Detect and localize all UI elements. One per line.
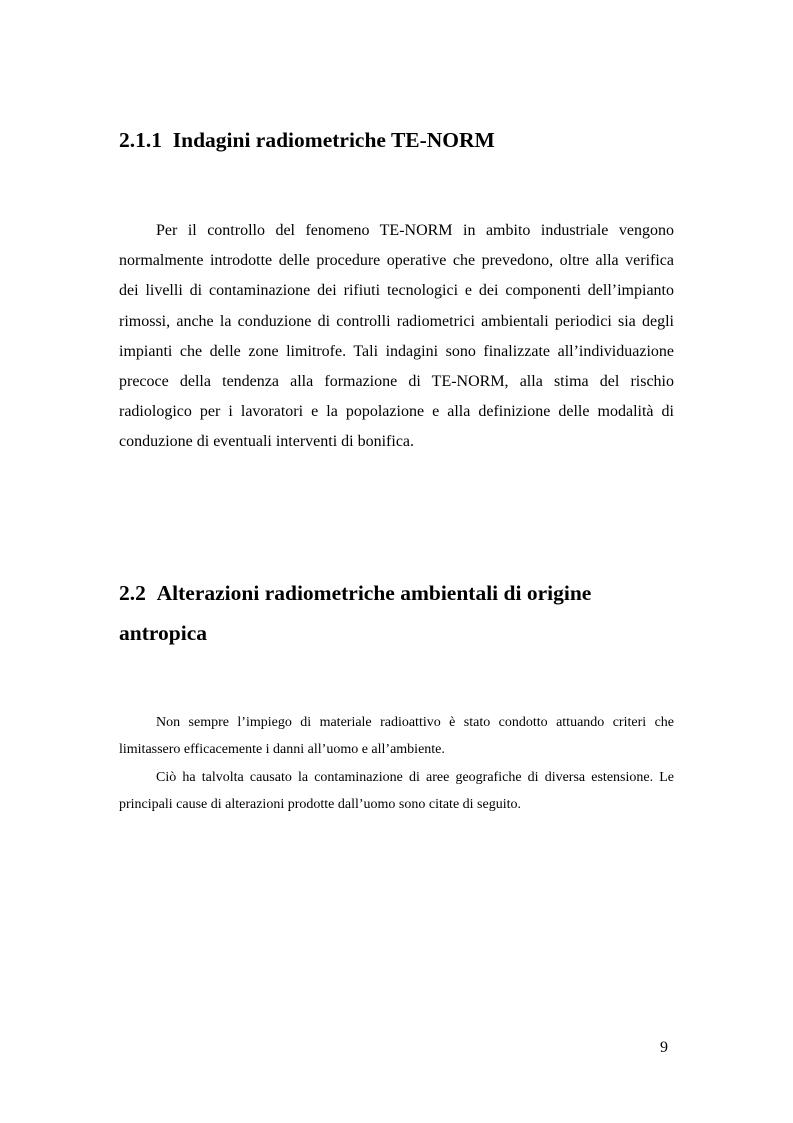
page-number: 9 (660, 1039, 668, 1056)
section-2-2-paragraph-1: Non sempre l’impiego di materiale radioattivo è stato condotto attuando criteri che limitassero efficacemente i danni all’uomo e all’ambiente. (119, 715, 674, 757)
section-number: 2.2 (119, 581, 146, 605)
section-title: Alterazioni radiometriche ambientali di origine antropica (119, 581, 592, 645)
section-2-2-paragraph-2: Ciò ha talvolta causato la contaminazione di aree geografiche di diversa estensione. Le principali cause di alterazioni prodotte dall’uomo sono citate di seguito. (119, 770, 674, 812)
section-title: Indagini radiometriche TE-NORM (172, 128, 495, 152)
section-heading-2-1-1 (119, 120, 679, 160)
section-number: 2.1.1 (119, 128, 162, 152)
section-heading-2-2 (119, 573, 679, 653)
section-2-1-1-paragraph: Per il controllo del fenomeno TE-NORM in ambito industriale vengono normalmente introdotte delle procedure operative che prevedono, oltre alla verifica dei livelli di contaminazione dei rifiuti tecnologici e dei componenti dell’impianto rimossi, anche la conduzione di controlli radiometrici ambientali periodici sia degli impianti che delle zone limitrofe. Tali indagini sono finalizzate all’individuazione precoce della tendenza alla formazione di TE-NORM, alla stima del rischio radiologico per i lavoratori e la popolazione e alla definizione delle modalità di conduzione di eventuali interventi di bonifica. (119, 222, 674, 451)
